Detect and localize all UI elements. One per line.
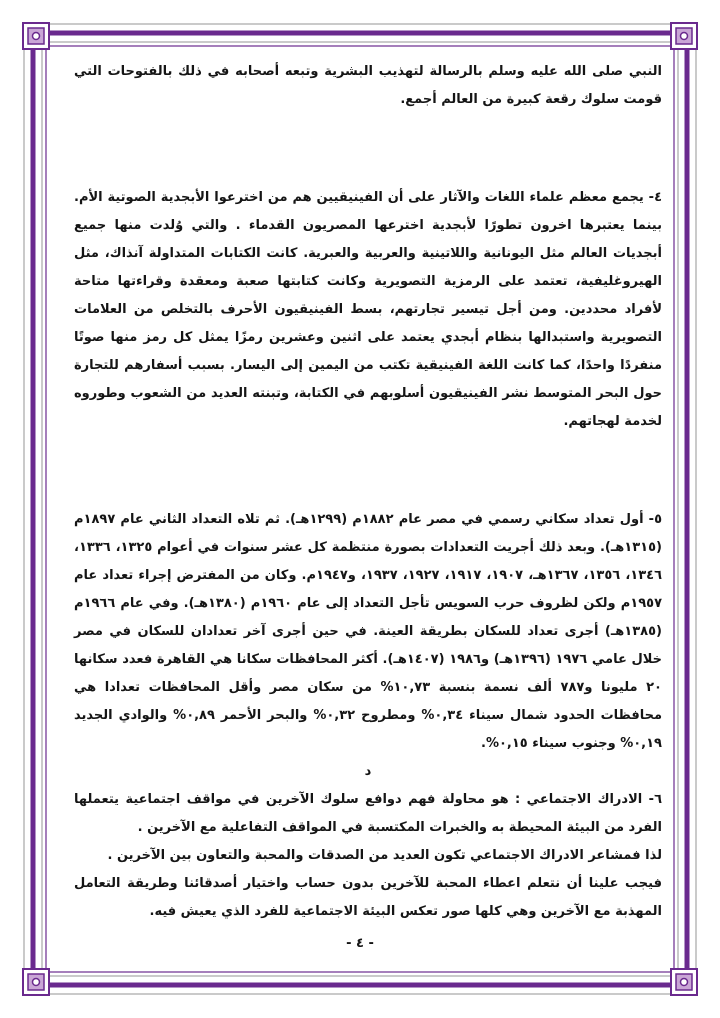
paragraph-item-5: ٥- أول تعداد سكاني رسمي في مصر عام ١٨٨٢م (١٢٩٩هـ). ثم تلاه التعداد الثاني عام ١٨٩٧م (١٣١٥هـ). وبعد ذلك أجريت التعدادات بصورة منتظمة كل عشر سنوات في أعوام ١٣٢٥، ١٣٣٦، ١٣٤٦، ١٣٥٦، ١٣٦٧هـ، ١٩٠٧، ١٩١٧، ١٩٢٧، ١٩٣٧، و١٩٤٧م. وكان من المفترض إجراء تعداد عام ١٩٥٧م ولكن لظروف حرب السويس تأجل التعداد إلى عام ١٩٦٠م (١٣٨٠هـ). وفي عام ١٩٦٦م (١٣٨٥هـ) أجرى تعداد للسكان بطريقة العينة. في حين أجرى آخر تعدادان للسكان في مصر خلال عامي ١٩٧٦ (١٣٩٦هـ) و١٩٨٦ (١٤٠٧هـ). أكثر المحافظات سكانا هي القاهرة فعدد سكانها ٢٠ مليونا و٧٨٧ ألف نسمة بنسبة ١٠,٧٣% من سكان مصر وأقل المحافظات تعدادا هي محافظات الحدود شمال سيناء ٠,٣٤% ومطروح ٠,٣٢% والبحر الأحمر ٠,٨٩% والوادي الجديد ٠,١٩% وجنوب سيناء ٠,١٥%. — [74, 512, 663, 751]
page-number: - ٤ - — [346, 936, 374, 951]
corner-ornament-bottom-right — [671, 969, 697, 995]
corner-ornament-bottom-left — [23, 969, 49, 995]
spacer — [74, 114, 662, 184]
corner-ornament-top-left — [23, 23, 49, 49]
document-body — [74, 58, 662, 926]
paragraph-item-6-continued: لذا فمشاعر الادراك الاجتماعي تكون العديد من الصدقات والمحبة والتعاون بين الآخرين . — [107, 848, 662, 863]
paragraph-item-4: ٤- يجمع معظم علماء اللغات والآثار على أن الفينيقيين هم من اخترعوا الأبجدية الصوتية الأم. بينما يعتبرها اخرون تطورًا لأبجدية اخترعها المصريون القدماء . والتي وُلدت منها جميع أبجديات العالم مثل اليونانية واللاتينية والعربية والعبرية. كانت الكتابات المتداولة آنذاك، مثل الهيروغليفية، تعتمد على الرمزية التصويرية وكانت كتابتها صعبة ومعقدة وقراءتها متاحة لأفراد محددين. ومن أجل تيسير تجارتهم، بسط الفينيقيون الأحرف بالتخلص من العلامات التصويرية واستبدالها بنظام أبجدي يعتمد على اثنين وعشرين رمزًا يمثل كل رمز منها صوتًا منفردًا واحدًا، كما كانت اللغة الفينيقية تكتب من اليمين إلى اليسار. بسبب أسفارهم للتجارة حول البحر المتوسط نشر الفينيقيون أسلوبهم في الكتابة، وتبنته العديد من الشعوب وطوروه لخدمة لهجاتهم. — [74, 190, 662, 429]
paragraph-item-6: ٦- الادراك الاجتماعي : هو محاولة فهم دوافع سلوك الآخرين في مواقف اجتماعية يتعملها الفرد من البيئة المحيطة به والخبرات المكتسبة في المواقف التفاعلية مع الآخرين . — [74, 792, 662, 835]
paragraph-intro: النبي صلى الله عليه وسلم بالرسالة لتهذيب البشرية وتبعه أصحابه في ذلك بالفتوحات التي قومت سلوك رقعة كبيرة من العالم أجمع. — [74, 64, 662, 107]
spacer — [74, 436, 662, 506]
section-marker: د — [364, 764, 372, 779]
corner-ornament-top-right — [671, 23, 697, 49]
paragraph-item-6-conclusion: فيجب علينا أن نتعلم اعطاء المحبة للآخرين بدون حساب واختيار أصدقائنا وطريقة التعامل المهذبة مع الآخرين وهي كلها صور تعكس البيئة الاجتماعية للفرد الذي يعيش فيه. — [74, 876, 662, 919]
